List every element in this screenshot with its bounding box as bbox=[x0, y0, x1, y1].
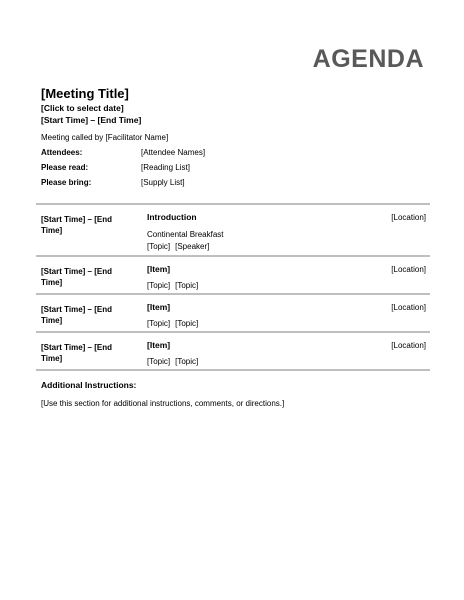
agenda-row-item[interactable]: [Item] bbox=[147, 302, 171, 312]
please-read-value[interactable]: [Reading List] bbox=[141, 163, 190, 172]
agenda-row-time[interactable]: [Start Time] – [End Time] bbox=[41, 305, 112, 325]
agenda-row-subtext[interactable]: Continental Breakfast bbox=[147, 230, 224, 239]
additional-instructions-title: Additional Instructions: bbox=[41, 380, 137, 390]
meeting-time[interactable]: [Start Time] – [End Time] bbox=[41, 115, 142, 125]
please-read-label: Please read: bbox=[41, 163, 89, 172]
agenda-row-item[interactable]: [Item] bbox=[147, 264, 171, 274]
agenda-row-topic[interactable]: [Topic] bbox=[175, 319, 199, 328]
meeting-title[interactable]: [Meeting Title] bbox=[41, 86, 129, 101]
agenda-row-topic[interactable]: [Topic] bbox=[147, 281, 171, 290]
agenda-row-item[interactable]: Introduction bbox=[147, 212, 197, 222]
meeting-date[interactable]: [Click to select date] bbox=[41, 103, 124, 113]
please-bring-value[interactable]: [Supply List] bbox=[141, 178, 185, 187]
agenda-row-topic[interactable]: [Topic] bbox=[175, 281, 199, 290]
agenda-heading: AGENDA bbox=[312, 45, 424, 73]
agenda-row bbox=[36, 255, 430, 293]
agenda-row-location[interactable]: [Location] bbox=[391, 213, 426, 222]
agenda-row-time[interactable]: [Start Time] – [End Time] bbox=[41, 343, 112, 363]
agenda-row-item[interactable]: [Item] bbox=[147, 340, 171, 350]
attendees-value[interactable]: [Attendee Names] bbox=[141, 148, 206, 157]
attendees-label: Attendees: bbox=[41, 148, 83, 157]
agenda-row-topics bbox=[147, 282, 198, 290]
agenda-row-speaker[interactable]: [Speaker] bbox=[175, 242, 210, 251]
agenda-row-location[interactable]: [Location] bbox=[391, 303, 426, 312]
additional-instructions-body[interactable]: [Use this section for additional instructions, comments, or directions.] bbox=[41, 399, 285, 408]
agenda-row-location[interactable]: [Location] bbox=[391, 265, 426, 274]
please-bring-label: Please bring: bbox=[41, 178, 92, 187]
agenda-table bbox=[36, 203, 430, 371]
agenda-row bbox=[36, 331, 430, 371]
agenda-row-topics bbox=[147, 358, 198, 366]
agenda-row-topic[interactable]: [Topic] bbox=[147, 357, 171, 366]
agenda-row-time[interactable]: [Start Time] – [End Time] bbox=[41, 267, 112, 287]
agenda-row-location[interactable]: [Location] bbox=[391, 341, 426, 350]
agenda-row-time[interactable]: [Start Time] – [End Time] bbox=[41, 215, 112, 235]
agenda-row bbox=[36, 203, 430, 255]
agenda-row bbox=[36, 293, 430, 331]
agenda-row-topics bbox=[147, 243, 209, 251]
agenda-row-topics bbox=[147, 320, 198, 328]
agenda-row-topic[interactable]: [Topic] bbox=[175, 357, 199, 366]
agenda-row-topic[interactable]: [Topic] bbox=[147, 242, 171, 251]
agenda-row-topic[interactable]: [Topic] bbox=[147, 319, 171, 328]
meeting-called-by[interactable]: Meeting called by [Facilitator Name] bbox=[41, 133, 169, 142]
